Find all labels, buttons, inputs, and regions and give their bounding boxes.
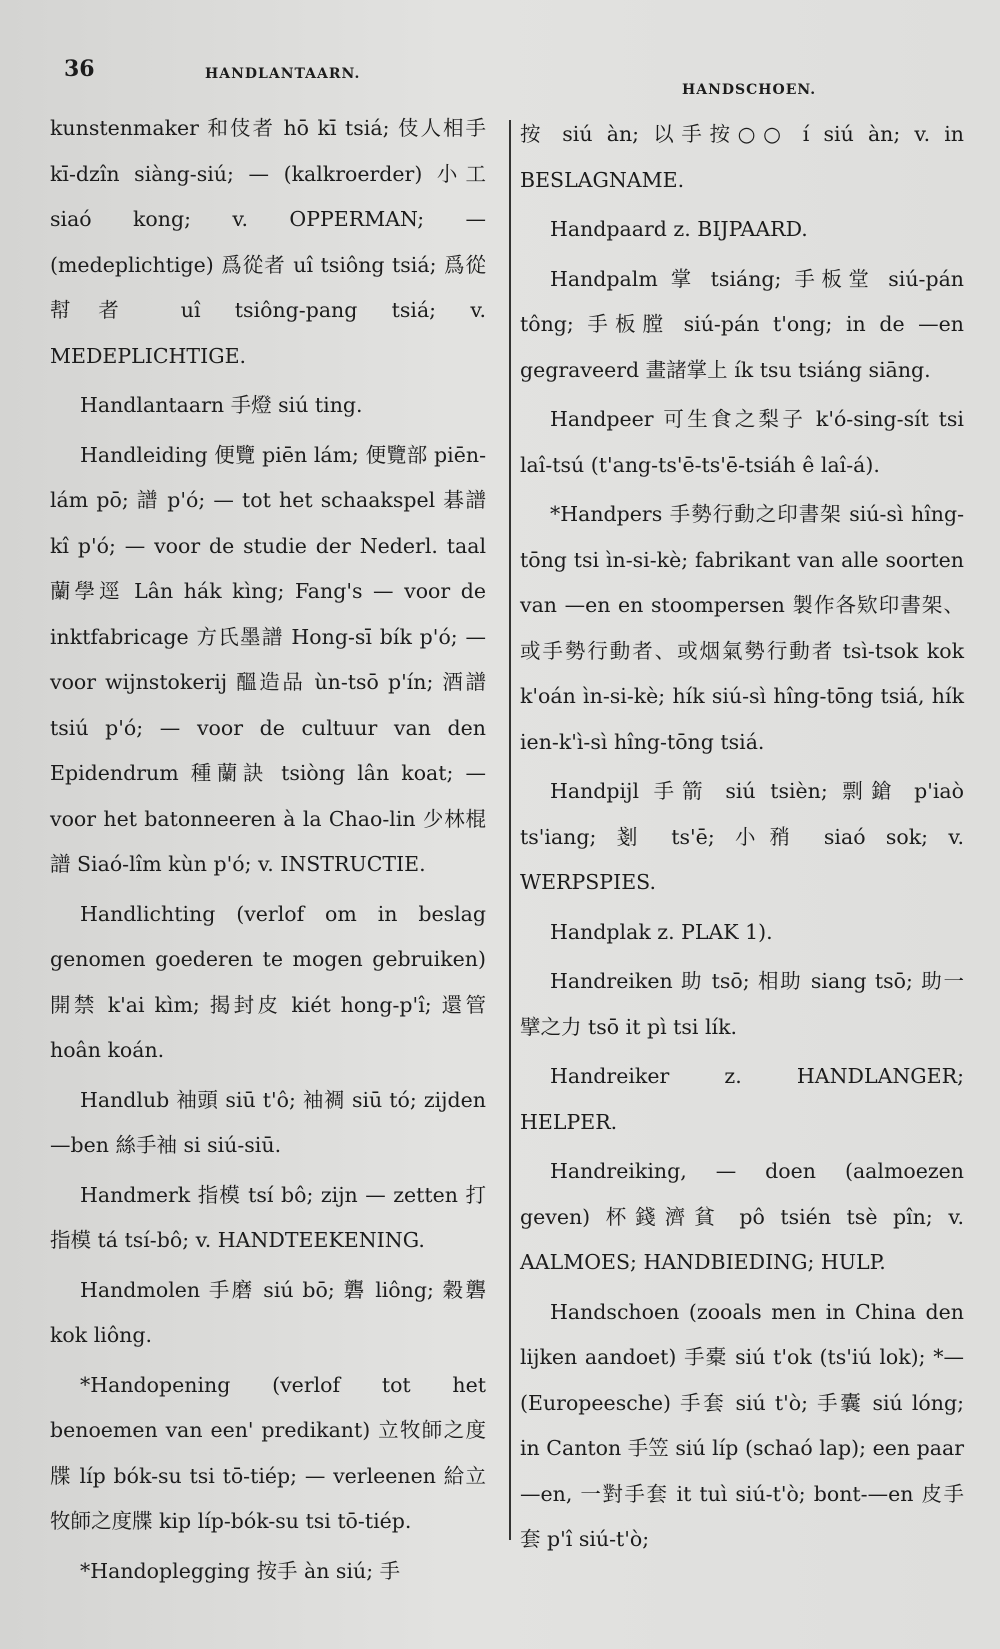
- entry-handoplegging: *Handoplegging 按手 àn siú; 手: [80, 1558, 401, 1583]
- entry-handopening: *Handopening (verlof tot het benoemen van een' predikant) 立牧師之度牒 líp bók-su tsi tō-tiép; — verleenen 給立牧師之度牒 kip líp-bók-su tsi tō-tiép.: [50, 1372, 486, 1533]
- right-column: [520, 112, 964, 1567]
- entry-handleiding: Handleiding 便覽 piēn lám; 便覽部 piēn-lám pō; 譜 p'ó; — tot het schaakspel 碁譜 kî p'ó; — voor de studie der Nederl. taal 蘭學逕 Lân hák kìng; Fang's — voor de inktfabricage 方氏墨譜 Hong-sī bík p'ó; — voor wijnstokerij 醞造品 ùn-tsō p'ín; 酒譜 tsiú p'ó; — voor de cultuur van den Epidendrum 種蘭訣 tsiòng lân koat; — voor het batonneeren à la Chao-lin 少林棍譜 Siaó-lîm kùn p'ó; v. INSTRUCTIE.: [50, 442, 486, 876]
- entry-handpeer: Handpeer 可生食之梨子 k'ó-sing-sít tsi laî-tsú (t'ang-ts'ē-ts'ē-tsiáh ê laî-á).: [520, 407, 964, 477]
- entry-handreiken: Handreiken 助 tsō; 相助 siang tsō; 助一擘之力 tsō it pì tsi lík.: [520, 969, 964, 1039]
- page-number: 36: [64, 56, 95, 82]
- entry-handplak: Handplak z. PLAK 1).: [550, 919, 773, 944]
- entry-handpijl: Handpijl 手箭 siú tsièn; 剽鎗 p'iaò ts'iang; 剗 ts'ē; 小矟 siaó sok; v. WERPSPIES.: [520, 779, 964, 894]
- entry-handlantaarn: Handlantaarn 手燈 siú ting.: [80, 393, 363, 417]
- entry-handmolen: Handmolen 手磨 siú bō; 礱 liông; 穀礱 kok liông.: [50, 1277, 486, 1347]
- entry-handmerk: Handmerk 指模 tsí bô; zijn — zetten 打指模 tá tsí-bô; v. HANDTEEKENING.: [50, 1182, 486, 1252]
- entry-handlub: Handlub 袖頭 siū t'ô; 袖裯 siū tó; zijden —ben 絲手袖 si siú-siū.: [50, 1087, 486, 1157]
- entry-handreiking: Handreiking, — doen (aalmoezen geven) 杯錢濟貧 pô tsién tsè pîn; v. AALMOES; HANDBIEDING; HULP.: [520, 1159, 964, 1274]
- running-head-left: HANDLANTAARN.: [205, 66, 361, 82]
- entry-handpaard: Handpaard z. BIJPAARD.: [550, 217, 808, 241]
- running-head-right: HANDSCHOEN.: [682, 82, 817, 98]
- entry-continuation-right: 按 siú àn; 以手按○○ í siú àn; v. in BESLAGNAME.: [520, 122, 964, 192]
- column-divider: [509, 120, 511, 1540]
- entry-handlichting: Handlichting (verlof om in beslag genomen goederen te mogen gebruiken) 開禁 k'ai kìm; 揭封皮 kiét hong-p'î; 還管 hoân koán.: [50, 901, 486, 1062]
- entry-handreiker: Handreiker z. HANDLANGER; HELPER.: [520, 1064, 964, 1134]
- entry-continuation: kunstenmaker 和伎者 hō kī tsiá; 伎人相手 kī-dzîn siàng-siú; — (kalkroerder) 小工 siaó kong; v. OPPERMAN; — (medeplichtige) 爲從者 uî tsiông tsiá; 爲從幇者 uî tsiông-pang tsiá; v. MEDEPLICHTIGE.: [50, 116, 486, 368]
- entry-handpalm: Handpalm 掌 tsiáng; 手板堂 siú-pán tông; 手板膛 siú-pán t'ong; in de —en gegraveerd 畫諸掌上 ík tsu tsiáng siāng.: [520, 266, 964, 382]
- entry-handschoen: Handschoen (zooals men in China den lijken aandoet) 手橐 siú t'ok (ts'iú lok); *— (Europeesche) 手套 siú t'ò; 手囊 siú lóng; in Canton 手笠 siú líp (schaó lap); een paar —en, 一對手套 it tuì siú-t'ò; bont-—en 皮手套 p'î siú-t'ò;: [520, 1299, 964, 1551]
- entry-handpers: *Handpers 手勢行動之印書架 siú-sì hîng-tōng tsi ìn-si-kè; fabrikant van alle soorten van —en en stoompersen 製作各欵印書架、或手勢行動者、或烟氣勢行動者 tsì-tsok kok k'oán ìn-si-kè; hík siú-sì hîng-tōng tsiá, hík ien-k'ì-sì hîng-tōng tsiá.: [520, 502, 964, 754]
- left-column: [50, 106, 486, 1598]
